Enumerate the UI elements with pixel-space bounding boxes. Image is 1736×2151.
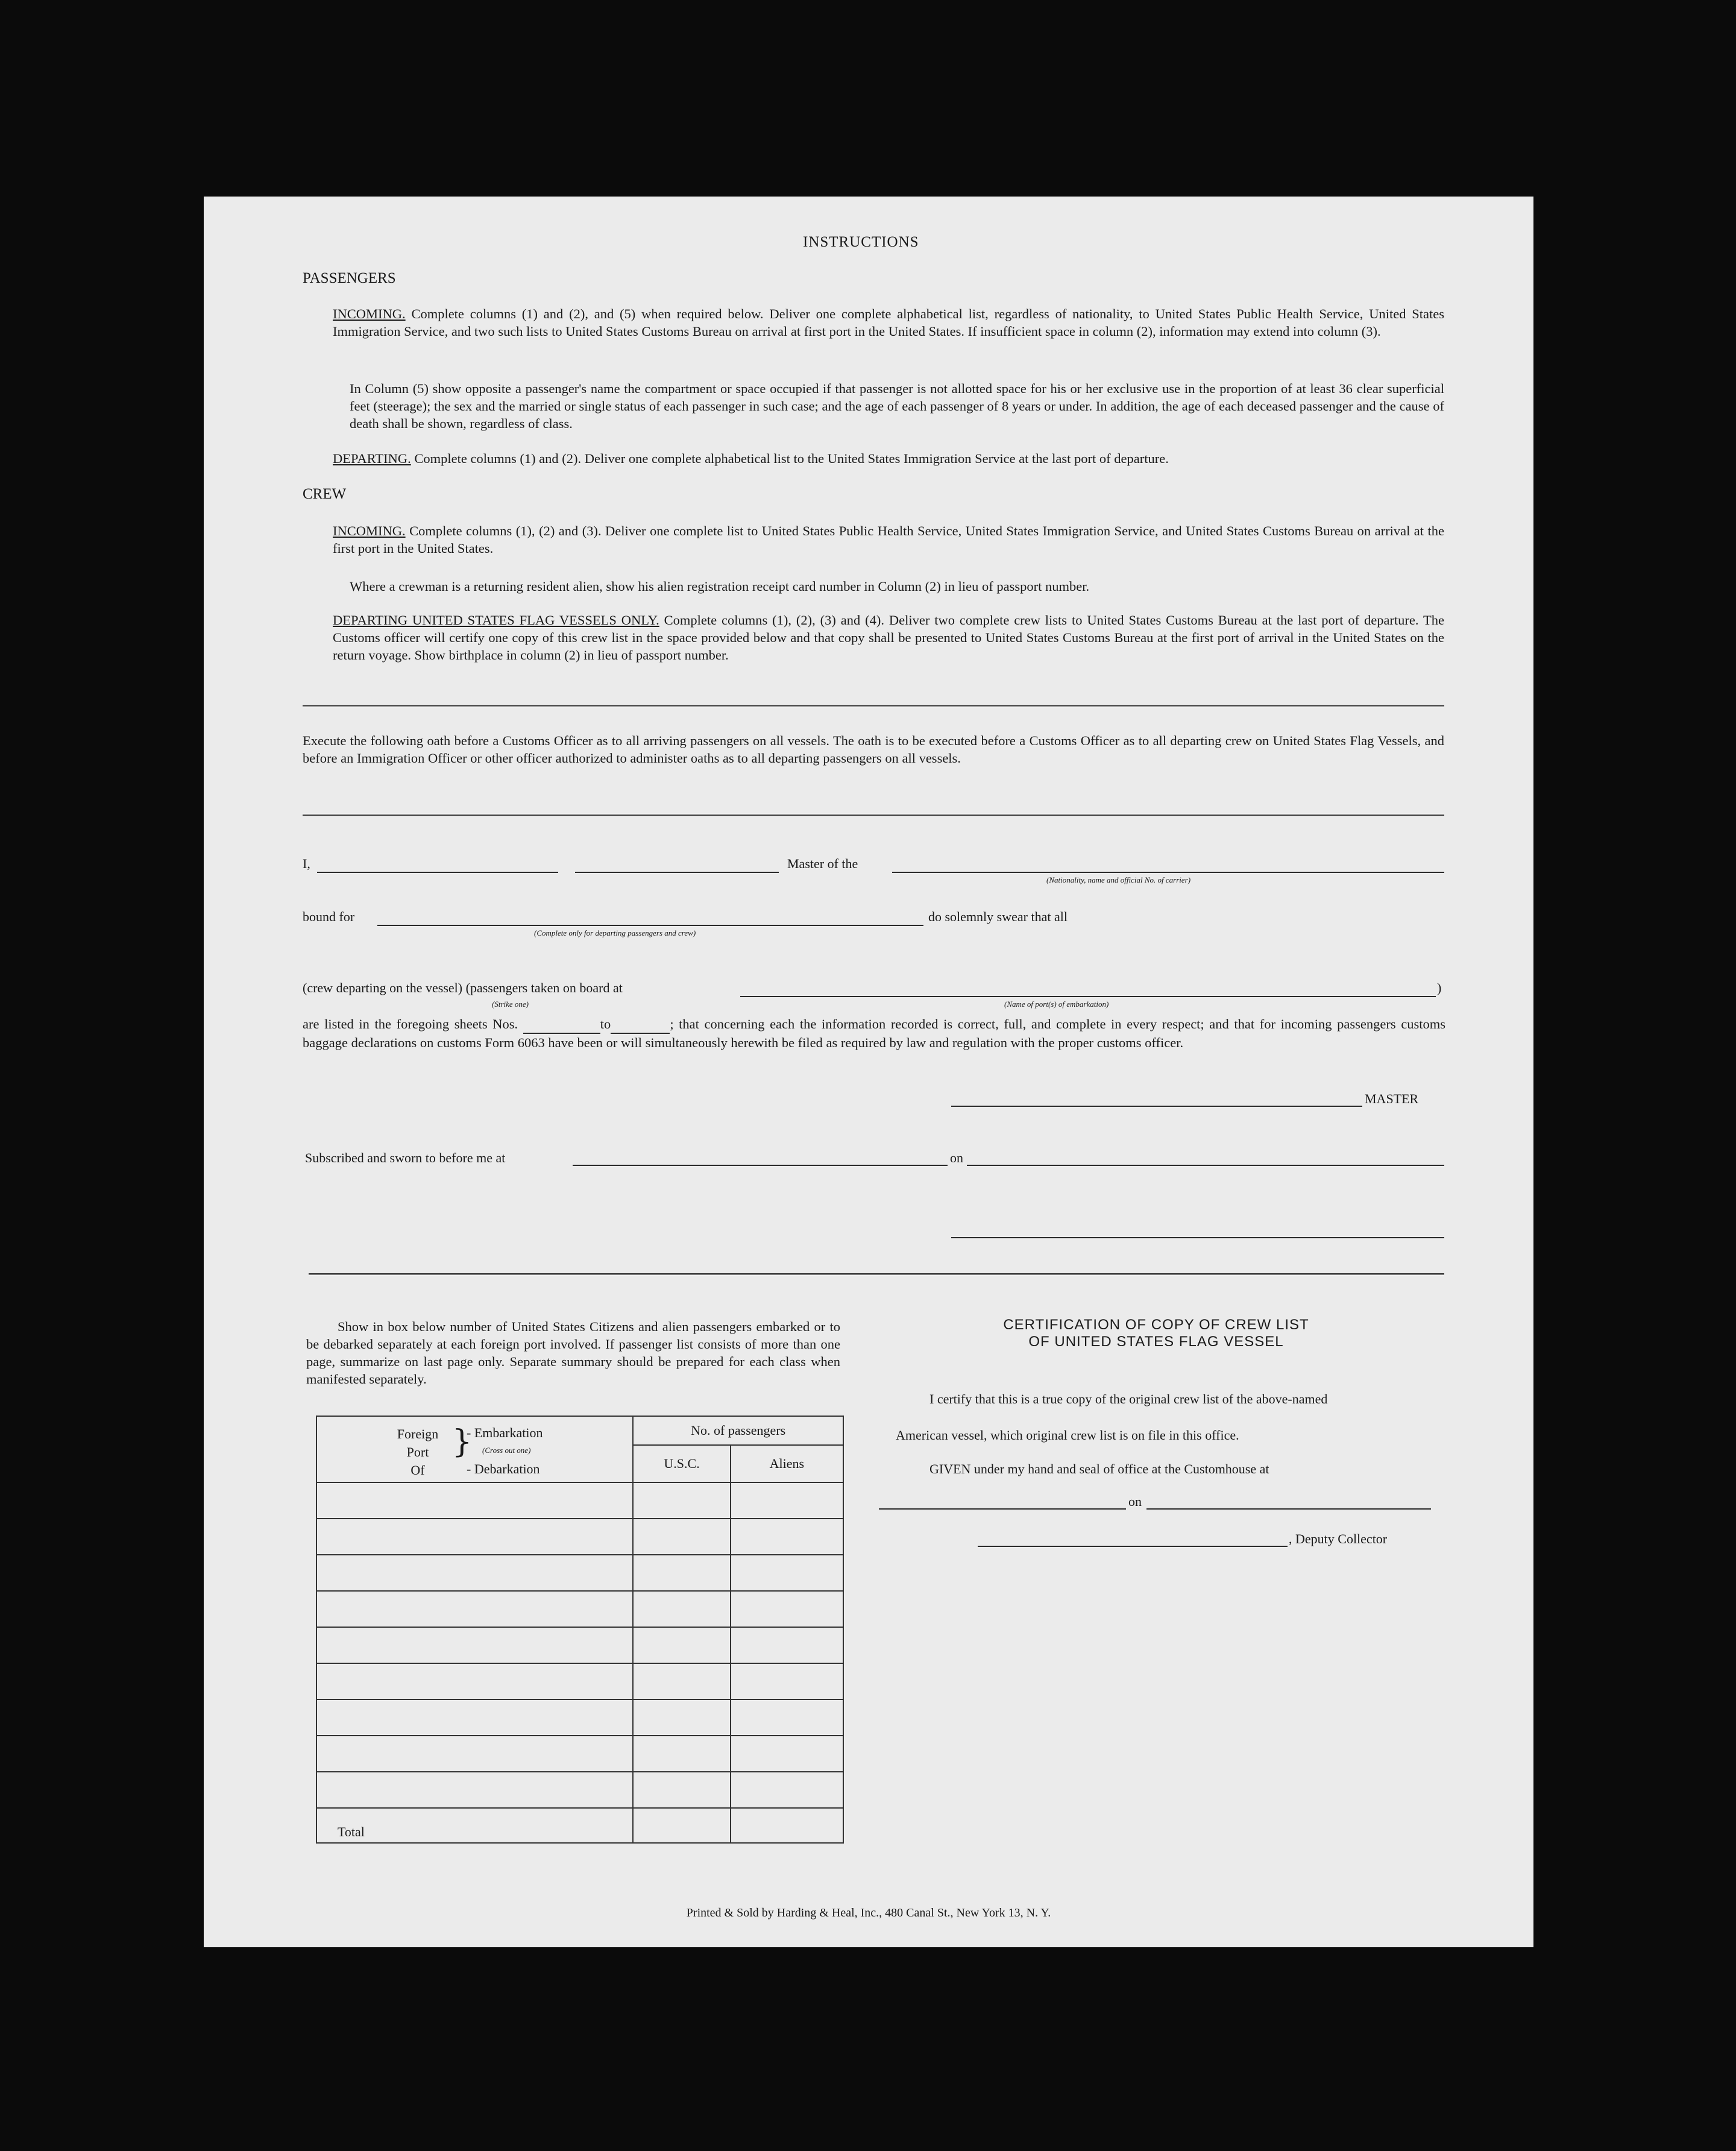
aliens-total-cell[interactable] (731, 1808, 843, 1843)
usc-cell[interactable] (633, 1772, 730, 1808)
given-text: GIVEN under my hand and seal of office at the Customhouse at (929, 1461, 1269, 1476)
foreign-label: Foreign (397, 1426, 439, 1441)
summary-divider (309, 1273, 1444, 1277)
sworn-on-label: on (950, 1150, 963, 1165)
sworn-place-line[interactable] (573, 1165, 948, 1166)
crew-incoming-text: Complete columns (1), (2) and (3). Deliver one complete list to United States Public Health Service, United States Immigration Service, and United States Customs Bureau on arrival at the first port in the United States. (333, 523, 1444, 556)
usc-cell[interactable] (633, 1482, 730, 1519)
usc-cell[interactable] (633, 1627, 730, 1663)
aliens-cell[interactable] (731, 1699, 843, 1736)
certification-title-line1: CERTIFICATION OF COPY OF CREW LIST (1003, 1317, 1309, 1333)
usc-cell[interactable] (633, 1519, 730, 1555)
aliens-cell[interactable] (731, 1482, 843, 1519)
strike-caption: (Strike one) (492, 1000, 529, 1009)
aliens-cell[interactable] (731, 1555, 843, 1591)
port-cell[interactable] (316, 1699, 633, 1736)
port-cell[interactable] (316, 1663, 633, 1699)
passengers-departing-label: DEPARTING. (333, 451, 411, 466)
passengers-incoming-paragraph (333, 305, 1444, 340)
swear-label: do solemnly swear that all (928, 909, 1068, 924)
port-cell[interactable] (316, 1555, 633, 1591)
bound-for-line[interactable] (377, 925, 923, 926)
section-divider (303, 705, 1444, 709)
usc-cell[interactable] (633, 1699, 730, 1736)
sheets-paragraph (303, 1015, 1445, 1051)
usc-cell[interactable] (633, 1555, 730, 1591)
certification-title (945, 1317, 1367, 1350)
certify-line2: American vessel, which original crew list is on file in this office. (896, 1428, 1239, 1443)
crew-flag-paragraph (333, 611, 1444, 664)
form-sheet (204, 197, 1533, 1947)
cert-on-label: on (1128, 1494, 1142, 1509)
passengers-column5-paragraph: In Column (5) show opposite a passenger's name the compartment or space occupied if that passenger is not allotted space for his or her exclusive use in the proportion of at least 36 clear superficial feet (steerage); the sex and the married or single status of each passenger in such case; and the age of each passenger of 8 years or under. In addition, the age of each deceased passenger and the cause of death shall be shown, regardless of class. (350, 381, 1444, 431)
usc-header: U.S.C. (633, 1445, 730, 1482)
passengers-departing-paragraph (333, 450, 1444, 467)
embarkation-label: - Embarkation (467, 1425, 543, 1440)
subscribed-label: Subscribed and sworn to before me at (305, 1150, 506, 1165)
debarkation-label: - Debarkation (467, 1461, 540, 1476)
crew-flag-label: DEPARTING UNITED STATES FLAG VESSELS ONLY. (333, 613, 659, 628)
port-cell[interactable] (316, 1482, 633, 1519)
certify-line1: I certify that this is a true copy of the original crew list of the above-named (929, 1391, 1328, 1406)
usc-cell[interactable] (633, 1663, 730, 1699)
total-label: Total (316, 1808, 633, 1843)
aliens-cell[interactable] (731, 1627, 843, 1663)
embarkation-port-line[interactable] (740, 996, 1436, 997)
port-cell[interactable] (316, 1519, 633, 1555)
sworn-date-line[interactable] (967, 1165, 1444, 1166)
usc-cell[interactable] (633, 1736, 730, 1772)
master-label: MASTER (1365, 1091, 1419, 1106)
master-signature-line[interactable] (951, 1106, 1362, 1107)
carrier-line[interactable] (892, 872, 1444, 873)
summary-intro: Show in box below number of United States Citizens and alien passengers embarked or to be debarked separately at each foreign port involved. If passenger list consists of more than one page, summarize on last page only. Separate summary should be prepared for each class when manifested separately. (306, 1319, 840, 1387)
bound-caption: (Complete only for departing passengers and crew) (534, 928, 696, 937)
oath-i-label: I, (303, 856, 310, 871)
nationality-caption: (Nationality, name and official No. of carrier) (1046, 875, 1191, 884)
sheets-to-label: to (600, 1016, 611, 1031)
aliens-cell[interactable] (731, 1519, 843, 1555)
printer-credit: Printed & Sold by Harding & Heal, Inc., 480 Canal St., New York 13, N. Y. (686, 1906, 1051, 1920)
master-name-line-2[interactable] (575, 872, 779, 873)
page-title: INSTRUCTIONS (803, 234, 919, 250)
sheet-from-field[interactable] (523, 1015, 600, 1034)
usc-cell[interactable] (633, 1591, 730, 1627)
port-label: Port (406, 1444, 429, 1460)
close-paren: ) (1437, 980, 1442, 995)
master-of-label: Master of the (787, 856, 858, 871)
port-cell[interactable] (316, 1772, 633, 1808)
crew-incoming-label: INCOMING. (333, 523, 406, 538)
port-cell[interactable] (316, 1736, 633, 1772)
crew-flag-text: Complete columns (1), (2), (3) and (4). Deliver two complete crew lists to United States Customs Bureau at the last port of departure. The Customs officer will certify one copy of this crew list in the space provided below and that copy shall be presented to United States Customs Bureau at the first port of arrival in the United States on the return voyage. Show birthplace in column (2) in lieu of passport number. (333, 613, 1444, 663)
sheet-to-field[interactable] (611, 1015, 670, 1034)
aliens-cell[interactable] (731, 1663, 843, 1699)
no-passengers-header: No. of passengers (633, 1416, 843, 1445)
sheets-text: ; that concerning each the information recorded is correct, full, and complete in every respect; and that for incoming passengers customs baggage declarations on customs Form 6063 have been or will simultaneously herewith be filed as required by law and regulation with the proper customs officer. (303, 1016, 1445, 1050)
crew-resident-paragraph: Where a crewman is a returning resident alien, show his alien registration receipt card number in Column (2) in lieu of passport number. (350, 579, 1090, 594)
crew-incoming-paragraph (333, 522, 1444, 557)
certification-title-line2: OF UNITED STATES FLAG VESSEL (1028, 1334, 1284, 1350)
crew-heading: CREW (303, 486, 347, 502)
port-caption: (Name of port(s) of embarkation) (1004, 1000, 1109, 1009)
deputy-signature-line[interactable] (978, 1546, 1288, 1547)
sheets-label: are listed in the foregoing sheets Nos. (303, 1016, 518, 1031)
master-name-line[interactable] (317, 872, 558, 873)
aliens-cell[interactable] (731, 1591, 843, 1627)
aliens-cell[interactable] (731, 1772, 843, 1808)
passengers-departing-text: Complete columns (1) and (2). Deliver one complete alphabetical list to the United States Immigration Service at the last port of departure. (414, 451, 1169, 466)
port-header-cell (316, 1416, 633, 1482)
officer-signature-line[interactable] (951, 1237, 1444, 1238)
port-cell[interactable] (316, 1627, 633, 1663)
customhouse-line[interactable] (879, 1508, 1126, 1510)
bound-for-label: bound for (303, 909, 355, 924)
aliens-header: Aliens (731, 1445, 843, 1482)
cert-date-line[interactable] (1146, 1508, 1431, 1510)
of-label: Of (410, 1463, 425, 1478)
usc-total-cell[interactable] (633, 1808, 730, 1843)
port-cell[interactable] (316, 1591, 633, 1627)
passengers-heading: PASSENGERS (303, 270, 396, 286)
deputy-label: , Deputy Collector (1289, 1531, 1388, 1546)
oath-intro: Execute the following oath before a Customs Officer as to all arriving passengers on all vessels. The oath is to be executed before a Customs Officer as to all departing crew on United States Flag Vessels, and before an Immigration Officer or other officer authorized to administer oaths as to all departing passengers on all vessels. (303, 733, 1444, 766)
cross-out-caption: (Cross out one) (482, 1446, 531, 1455)
crew-passengers-label: (crew departing on the vessel) (passengers taken on board at (303, 980, 623, 995)
passengers-incoming-label: INCOMING. (333, 306, 406, 321)
passengers-incoming-text: Complete columns (1) and (2), and (5) when required below. Deliver one complete alphabetical list, regardless of nationality, to United States Public Health Service, United States Immigration Service, and two such lists to United States Customs Bureau on arrival at first port in the United States. If insufficient space in column (2), information may extend into column (3). (333, 306, 1445, 339)
brace-icon: } (452, 1424, 473, 1460)
oath-divider (303, 814, 1444, 817)
aliens-cell[interactable] (731, 1736, 843, 1772)
passenger-summary-table (316, 1416, 844, 1844)
